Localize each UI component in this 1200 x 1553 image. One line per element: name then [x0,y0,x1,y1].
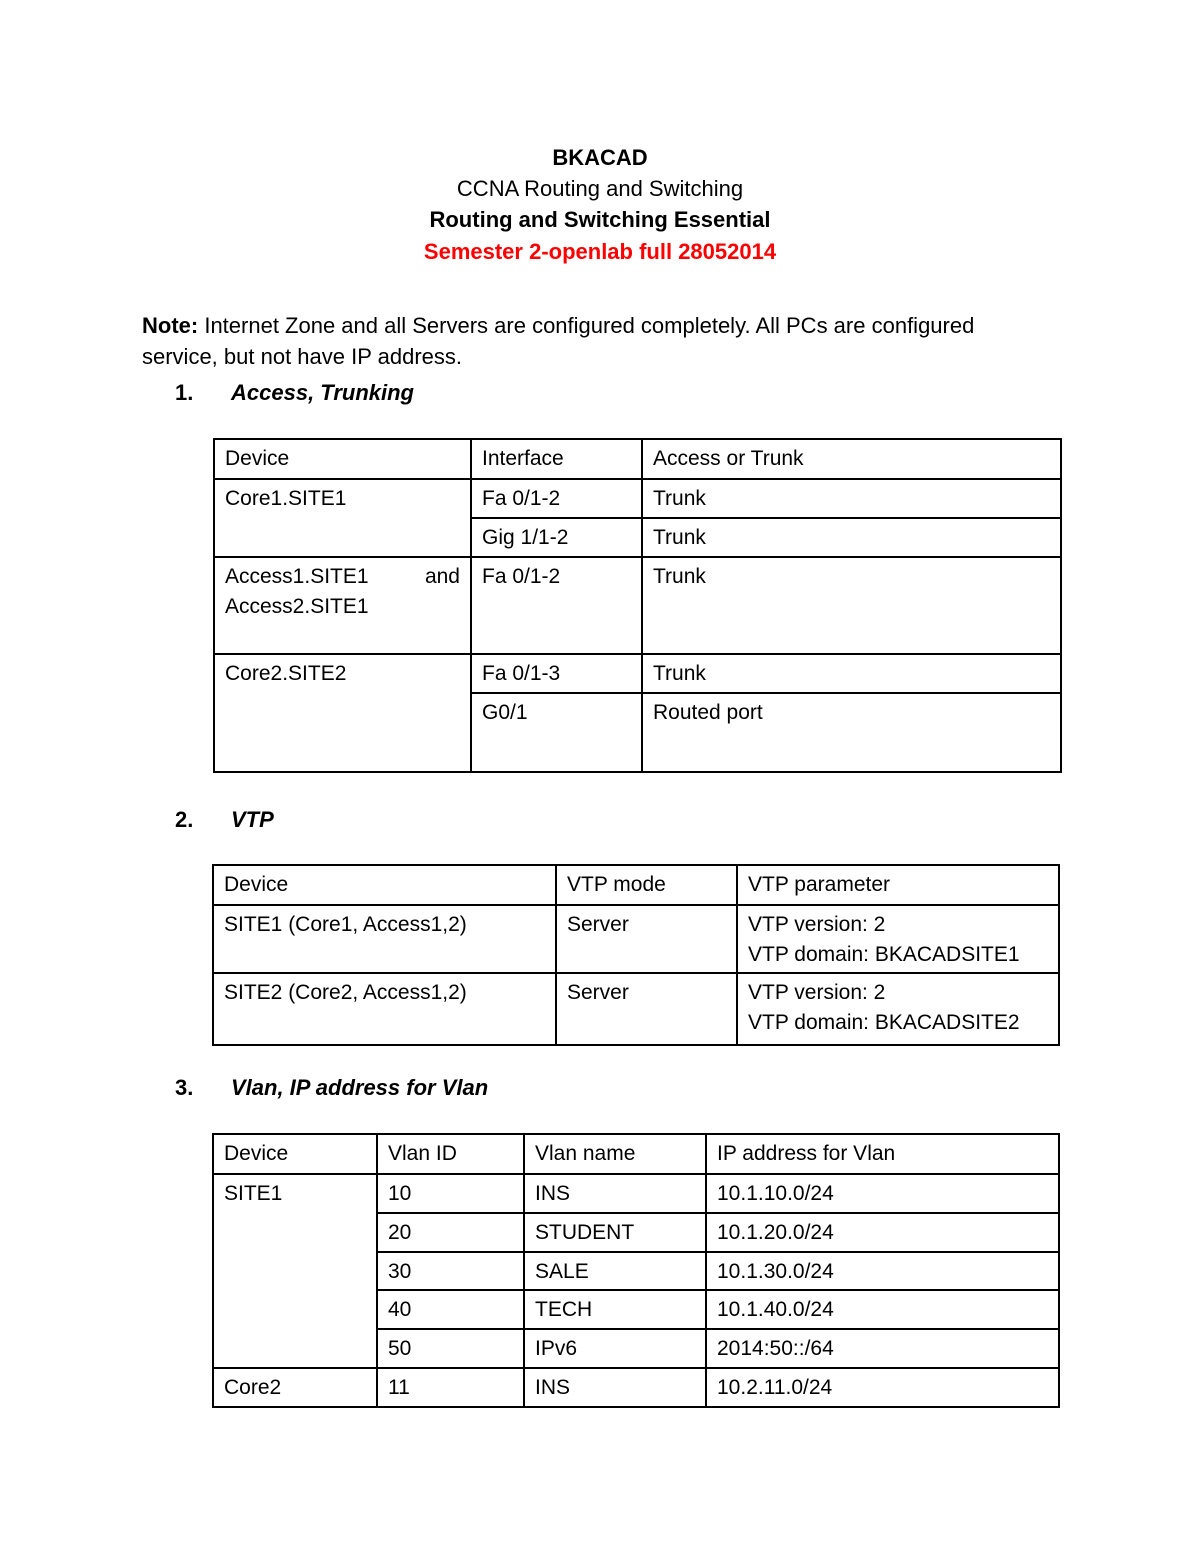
doc-semester-title: Semester 2-openlab full 28052014 [423,239,777,264]
vlan-ip-cell: 2014:50::/64 [706,1329,1059,1368]
section-2-title: VTP [231,807,274,832]
vlan-name-cell: INS [524,1368,706,1407]
device-cell: SITE1 [213,1174,377,1368]
header-cell-interface: Interface [471,439,642,479]
header-cell-device: Device [214,439,471,479]
section-3-number: 3. [175,1075,194,1100]
section-2-heading [175,806,274,834]
vtp-parameter-cell [737,905,1059,973]
mode-cell: Routed port [642,693,1061,772]
section-1-heading [175,379,414,407]
device-cell: SITE2 (Core2, Access1,2) [213,973,556,1045]
vlan-id-cell: 10 [377,1174,524,1213]
table-row [213,1174,1059,1213]
header-cell-vtp-mode: VTP mode [556,865,737,905]
vlan-ip-cell: 10.2.11.0/24 [706,1368,1059,1407]
header-cell-vlan-name: Vlan name [524,1134,706,1174]
vtp-parameter-cell [737,973,1059,1045]
access-trunking-table [213,438,1062,773]
device-line-2: Access2.SITE1 [225,595,369,618]
note-paragraph [142,310,1042,372]
device-cell: Core2.SITE2 [214,654,471,772]
note-text: Internet Zone and all Servers are configured completely. All PCs are configured service, but not have IP address. [142,313,975,369]
vlan-name-cell: STUDENT [524,1213,706,1252]
table-row [213,905,1059,973]
vlan-name-cell: INS [524,1174,706,1213]
header-cell-ip-address: IP address for Vlan [706,1134,1059,1174]
vtp-domain-text: VTP domain: BKACADSITE1 [748,943,1020,966]
doc-org-title: BKACAD [552,145,648,170]
vlan-name-cell: IPv6 [524,1329,706,1368]
doc-module-title: Routing and Switching Essential [429,207,771,232]
interface-cell: Fa 0/1-2 [471,557,642,654]
vtp-mode-cell: Server [556,973,737,1045]
vlan-ip-cell: 10.1.10.0/24 [706,1174,1059,1213]
vtp-mode-cell: Server [556,905,737,973]
vtp-version-text: VTP version: 2 [748,981,886,1004]
note-label: Note: [142,313,199,338]
device-cell [214,557,471,654]
interface-cell: Fa 0/1-3 [471,654,642,693]
vtp-version-text: VTP version: 2 [748,913,886,936]
section-1-number: 1. [175,380,194,405]
interface-cell: Gig 1/1-2 [471,518,642,557]
vlan-id-cell: 20 [377,1213,524,1252]
table-header-row [213,1134,1059,1174]
header-cell-vtp-parameter: VTP parameter [737,865,1059,905]
section-2-number: 2. [175,807,194,832]
vtp-table [212,864,1060,1046]
interface-cell: Fa 0/1-2 [471,479,642,518]
vlan-id-cell: 11 [377,1368,524,1407]
vlan-table [212,1133,1060,1408]
table-header-row [213,865,1059,905]
table-header-row [214,439,1061,479]
mode-cell: Trunk [642,518,1061,557]
table-row [213,973,1059,1045]
device-line-1 [225,562,460,592]
table-row [213,1368,1059,1407]
vlan-ip-cell: 10.1.30.0/24 [706,1252,1059,1290]
device-conjunction-text: and [424,565,460,588]
vlan-name-cell: TECH [524,1290,706,1329]
header-cell-vlan-id: Vlan ID [377,1134,524,1174]
section-3-heading [175,1074,488,1102]
device-cell: Core2 [213,1368,377,1407]
mode-cell: Trunk [642,557,1061,654]
mode-cell: Trunk [642,654,1061,693]
vlan-id-cell: 40 [377,1290,524,1329]
section-3-title: Vlan, IP address for Vlan [231,1075,489,1100]
table-row [214,479,1061,518]
header-cell-device: Device [213,1134,377,1174]
mode-cell: Trunk [642,479,1061,518]
vlan-ip-cell: 10.1.40.0/24 [706,1290,1059,1329]
doc-course-title: CCNA Routing and Switching [456,176,744,201]
table-row [214,654,1061,693]
device-name-text: Access1.SITE1 [225,565,369,588]
header-cell-device: Device [213,865,556,905]
vlan-id-cell: 50 [377,1329,524,1368]
section-1-title: Access, Trunking [231,380,414,405]
table-row [214,557,1061,654]
interface-cell: G0/1 [471,693,642,772]
vlan-id-cell: 30 [377,1252,524,1290]
header-cell-mode: Access or Trunk [642,439,1061,479]
vlan-name-cell: SALE [524,1252,706,1290]
vtp-domain-text: VTP domain: BKACADSITE2 [748,1011,1020,1034]
vlan-ip-cell: 10.1.20.0/24 [706,1213,1059,1252]
device-cell: SITE1 (Core1, Access1,2) [213,905,556,973]
device-cell: Core1.SITE1 [214,479,471,557]
